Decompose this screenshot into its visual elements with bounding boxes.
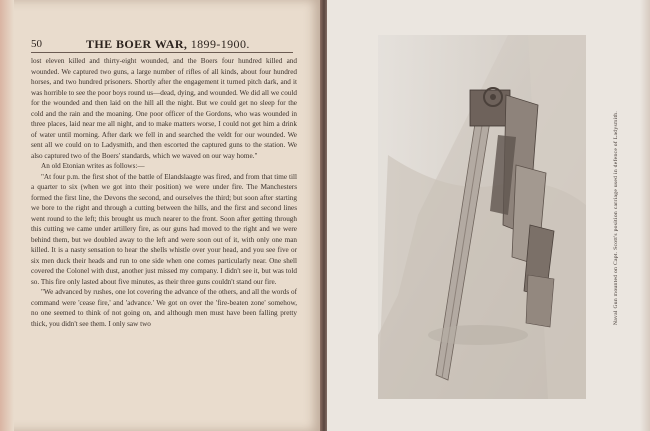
running-head-years: 1899-1900. [190, 37, 250, 51]
left-page [0, 0, 322, 431]
naval-gun-illustration [378, 35, 586, 399]
running-head-title: THE BOER WAR, [86, 37, 188, 51]
page-number: 50 [31, 38, 42, 50]
caption-text: Naval Gun mounted on Capt. Scott's position carriage used in defence of Ladysmith. [613, 110, 619, 326]
naval-gun-photograph [378, 35, 586, 399]
plate-caption [610, 38, 622, 398]
page-header [31, 38, 293, 53]
paragraph: "At four p.m. the first shot of the battle of Elandslaagte was fired, and from that time till a quarter to six (when we got into their position) we were under fire. The Manchesters formed the first line, the Devons the second, and ourselves the third; but soon after starting we bore to the right and through a cutting between the hills, and the first and second lines went round to the left; this brought us much nearer to the front. Soon after getting through this cutting we came under artillery fire, as our guns had moved to the right and we were behind them, but we doubled away to the left and were soon out of it, with only one man killed. It is a nasty sensation to hear the shells whistle over your head, and you see five or six men duck their heads and run to one side when one comes particularly near. One shell covered the Colonel with dust, another just missed my company. I didn't see it, but was told so. This fire only lasted about five minutes, as their three guns couldn't stand our fire. [31, 172, 297, 286]
running-head [86, 37, 250, 52]
paragraph: lost eleven killed and thirty-eight wounded, and the Boers four hundred killed and wounded. We captured two guns, a large number of rifles of all kinds, about four hundred horses, and two hundred prisoners. Shortly after the engagement it turned pitch dark, and it was horrible to see the poor boys round us—dead, dying, and wounded. We did all we could for the wounded and then laid on the hill all the night. But we could get no sleep for the cold and the rain and the moaning. One poor officer of the Gordons, who was wounded in three places, laid near me all night, and to make matters worse, I could not get him a drink of water until morning. After dark we fell in and searched the veldt for our wounded. We sent all we could on to Ladysmith, and then escorted the captured guns to the station. We also captured two of the Boers' standards, which we waved on our way home." [31, 57, 297, 160]
body-text [31, 56, 297, 329]
paragraph: "We advanced by rushes, one lot covering the advance of the others, and all the words of command were 'cease fire,' and 'advance.' We got on over the 'fire-beaten zone' somehow, no one seemed to think of not going on, and although men must have been falling pretty thick, you didn't see them. I only saw two [31, 288, 297, 328]
paragraph: An old Etonian writes as follows:— [41, 162, 145, 170]
